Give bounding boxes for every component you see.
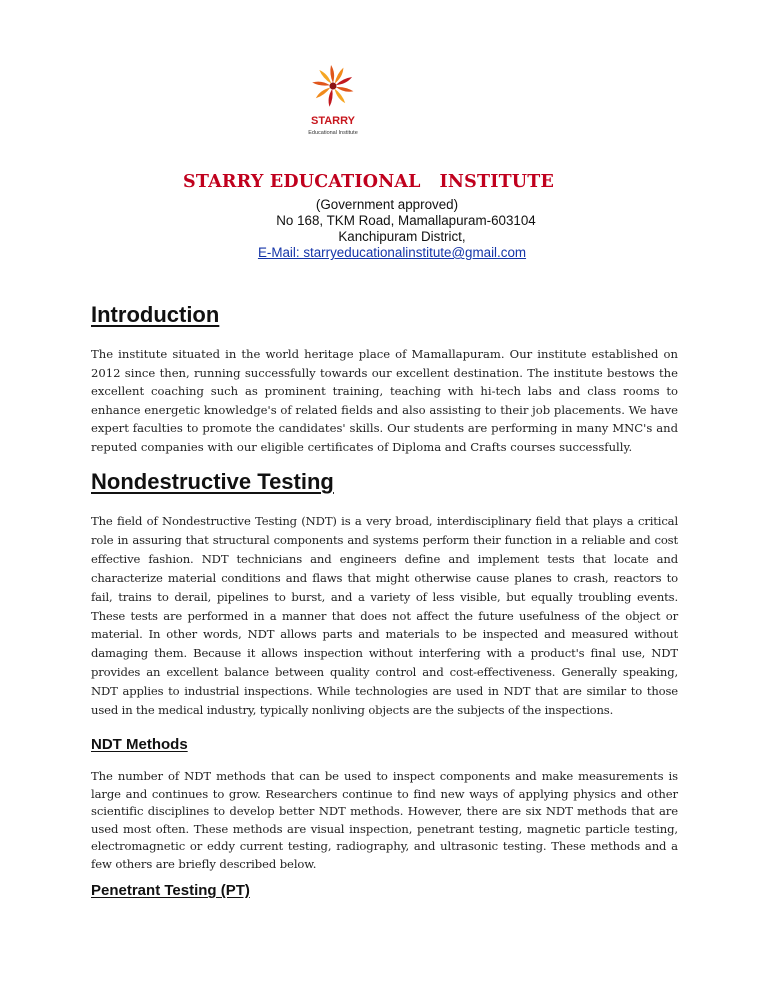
introduction-heading: Introduction xyxy=(91,302,220,327)
introduction-paragraph: The institute situated in the world heritage place of Mamallapuram. Our institute established on 2012 since then, running successfully towards our excellent destination. The institute bestows the excellent coaching such as prominent training, teaching with hi-tech labs and class rooms to enhance energetic knowledge's of related fields and also assisting to their job placements. We have expert faculties to promote the candidates' skills. Our students are performing in many MNC's and reputed companies with our eligible certificates of Diploma and Crafts courses successfully. xyxy=(91,347,678,454)
starburst-logo-icon xyxy=(296,62,370,140)
ndt-paragraph: The field of Nondestructive Testing (NDT) is a very broad, interdisciplinary field that plays a critical role in assuring that structural components and systems perform their function in a reliable and cost effective fashion. NDT technicians and engineers define and implement tests that locate and characterize material conditions and flaws that might otherwise cause planes to crash, reactors to fail, trains to derail, pipelines to burst, and a variety of less visible, but equally troubling events. These tests are performed in a manner that does not affect the future usefulness of the object or material. In other words, NDT allows parts and materials to be inspected and measured without damaging them. Because it allows inspection without interfering with a product's final use, NDT provides an excellent balance between quality control and cost-effectiveness. Generally speaking, NDT applies to industrial inspections. While technologies are used in NDT that are similar to those used in the medical industry, typically nonliving objects are the subjects of the inspections. xyxy=(91,514,678,718)
svg-text:Educational Institute: Educational Institute xyxy=(308,130,358,136)
institute-name: STARRY EDUCATIONAL INSTITUTE xyxy=(183,172,555,192)
district-line: Kanchipuram District, xyxy=(338,229,466,244)
institute-logo xyxy=(296,62,370,140)
ndt-methods-paragraph: The number of NDT methods that can be used to inspect components and make measurements is large and continues to grow. Researchers continue to find new ways of applying physics and other scientific disciplines to develop better NDT methods. However, there are six NDT methods that are used most often. These methods are visual inspection, penetrant testing, magnetic particle testing, electromagnetic or eddy current testing, radiography, and ultrasonic testing. These methods and a few others are briefly described below. xyxy=(91,769,678,871)
ndt-methods-heading: NDT Methods xyxy=(91,736,188,753)
email-link[interactable]: E-Mail: starryeducationalinstitute@gmail.com xyxy=(257,245,527,260)
ndt-heading: Nondestructive Testing xyxy=(91,469,334,494)
svg-text:STARRY: STARRY xyxy=(311,115,355,127)
address-line: No 168, TKM Road, Mamallapuram-603104 xyxy=(276,213,536,228)
penetrant-testing-heading: Penetrant Testing (PT) xyxy=(91,882,250,899)
approval-text: (Government approved) xyxy=(315,197,459,212)
